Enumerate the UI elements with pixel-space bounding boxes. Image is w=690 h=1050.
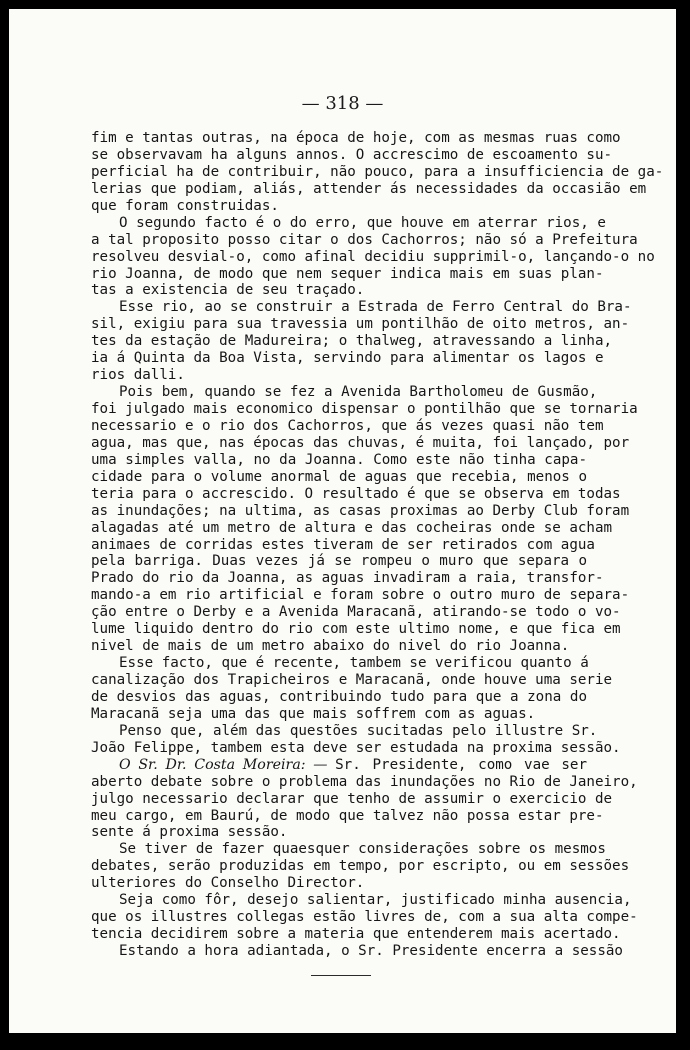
text-line	[91, 434, 630, 452]
text-line	[91, 621, 621, 638]
text-line	[91, 502, 630, 520]
text-line	[91, 536, 595, 554]
text-line	[91, 892, 632, 909]
text-line	[91, 739, 621, 757]
text-line	[91, 452, 587, 469]
line-text: Se tiver de fazer quaesquer considerações sobre os mesmos	[119, 841, 606, 858]
line-text: O segundo facto é o do erro, que houve em aterrar rios, e	[119, 214, 606, 231]
line-text: ia á Quinta da Boa Vista, servindo para alimentar os lagos e	[91, 350, 604, 367]
line-text: uma simples valla, no da Joanna. Como este não tinha capa-	[91, 451, 587, 468]
line-text: meu cargo, em Baurú, de modo que talvez não possa estar pre-	[91, 807, 604, 824]
text-line	[91, 858, 630, 875]
text-line	[91, 214, 606, 232]
text-line	[91, 790, 613, 808]
text-line	[91, 367, 587, 384]
text-line	[91, 841, 606, 858]
book-page	[9, 9, 676, 1033]
text-line	[91, 265, 604, 283]
text-line	[91, 706, 587, 723]
line-text: agua, mas que, nas épocas das chuvas, é muita, foi lançado, por	[91, 434, 630, 451]
line-text: animaes de corridas estes tiveram de ser retirados com agua	[91, 536, 595, 553]
text-line	[91, 350, 604, 367]
text-line	[91, 248, 655, 266]
text-line	[91, 875, 587, 892]
line-text: Esse rio, ao se construir a Estrada de Ferro Central do Bra-	[119, 299, 632, 316]
text-line	[91, 333, 613, 350]
text-line	[91, 282, 587, 299]
line-text: ulteriores do Conselho Director.	[91, 875, 365, 892]
text-line	[91, 316, 630, 333]
text-line	[91, 553, 587, 570]
line-text: teria para o accrescido. O resultado é que se observa em todas	[91, 485, 621, 502]
text-line	[91, 604, 621, 621]
text-line	[91, 773, 638, 791]
line-text: julgo necessario declarar que tenho de assumir o exercicio de	[91, 790, 613, 807]
text-line	[91, 757, 587, 774]
text-line	[91, 672, 613, 689]
text-line	[91, 198, 587, 215]
line-text: as inundações; na ultima, as casas proximas ao Derby Club foram	[91, 502, 630, 519]
text-line	[91, 638, 587, 655]
speaker-name: O Sr. Dr. Costa Moreira: —	[119, 756, 336, 773]
line-text: sente á proxima sessão.	[91, 824, 288, 841]
line-text: Estando a hora adiantada, o Sr. Presidente encerra a sessão	[119, 943, 623, 959]
text-line	[91, 722, 598, 740]
line-text: que foram construidas.	[91, 197, 279, 214]
text-line	[91, 163, 664, 181]
line-text: sil, exigiu para sua travessia um pontilhão de oito metros, an-	[91, 316, 630, 333]
line-text: lume liquido dentro do rio com este ultimo nome, e que fica em	[91, 621, 621, 638]
text-line	[91, 519, 613, 537]
text-line	[91, 926, 621, 943]
text-line	[91, 417, 604, 435]
line-text: nivel de mais de um metro abaixo do nivel do rio Joanna.	[91, 638, 570, 655]
line-text: lerias que podiam, aliás, attender ás necessidades da occasião em	[91, 180, 647, 197]
text-line	[91, 689, 587, 706]
text-line	[91, 231, 638, 249]
line-text: pela barriga. Duas vezes já se rompeu o muro que separa o	[91, 553, 587, 570]
line-text: tencia decidirem sobre a materia que entenderem mais acertado.	[91, 926, 621, 943]
text-line	[91, 943, 623, 960]
line-text: rio Joanna, de modo que nem sequer indica mais em suas plan-	[91, 265, 604, 282]
line-text: se observavam ha alguns annos. O accrescimo de escoamento su-	[91, 146, 613, 163]
line-text: que os illustres collegas estão livres de, com a sua alta compe-	[91, 909, 638, 926]
line-text: foi julgado mais economico dispensar o pontilhão que se tornaria	[91, 401, 638, 417]
line-text: Pois bem, quando se fez a Avenida Bartholomeu de Gusmão,	[119, 384, 598, 401]
line-text: perficial ha de contribuir, não pouco, para a insufficiencia de ga-	[91, 163, 664, 180]
page-number: — 318 —	[301, 93, 384, 114]
line-text: Seja como fôr, desejo salientar, justificado minha ausencia,	[119, 892, 632, 909]
text-line	[91, 130, 621, 147]
line-text: debates, serão produzidas em tempo, por escripto, ou em sessões	[91, 858, 630, 875]
text-line	[91, 299, 632, 316]
line-text: resolveu desvial-o, como afinal decidiu supprimil-o, lançando-o no	[91, 248, 655, 265]
text-line	[91, 180, 647, 198]
text-line	[91, 146, 613, 164]
text-line	[91, 384, 598, 401]
line-text: ção entre o Derby e a Avenida Maracanã, atirando-se todo o vo-	[91, 604, 621, 621]
body-text	[91, 130, 664, 960]
text-line	[91, 485, 621, 503]
line-text: tes da estação de Madureira; o thalweg, atravessando a linha,	[91, 333, 613, 350]
line-text: Esse facto, que é recente, tambem se verificou quanto á	[119, 655, 589, 672]
closing-rule	[311, 975, 371, 976]
text-line	[91, 587, 630, 604]
line-text: necessario e o rio dos Cachorros, que ás vezes quasi não tem	[91, 417, 604, 434]
line-text: Penso que, além das questões sucitadas pelo illustre Sr.	[119, 722, 598, 739]
line-text: cidade para o volume anormal de aguas que recebia, menos o	[91, 468, 587, 485]
text-line	[91, 909, 638, 926]
line-text: fim e tantas outras, na época de hoje, com as mesmas ruas como	[91, 130, 621, 146]
text-line	[91, 655, 587, 672]
line-text: canalização dos Trapicheiros e Maracanã, onde houve uma serie	[91, 672, 613, 688]
text-line	[91, 401, 638, 418]
text-line	[91, 570, 604, 587]
line-text: Maracanã seja uma das que mais soffrem com as aguas.	[91, 705, 536, 722]
line-text: Sr. Presidente, como vae ser	[335, 756, 588, 773]
line-text: de desvios das aguas, contribuindo tudo para que a zona do	[91, 688, 587, 705]
text-line	[91, 807, 604, 825]
line-text: Prado do rio da Joanna, as aguas invadiram a raia, transfor-	[91, 570, 604, 587]
text-line	[91, 469, 587, 486]
line-text: rios dalli.	[91, 367, 185, 384]
line-text: a tal proposito posso citar o dos Cachorros; não só a Prefeitura	[91, 231, 638, 248]
line-text: mando-a em rio artificial e foram sobre o outro muro de separa-	[91, 587, 630, 604]
text-line	[91, 824, 587, 841]
line-text: João Felippe, tambem esta deve ser estudada na proxima sessão.	[91, 739, 621, 756]
line-text: aberto debate sobre o problema das inundações no Rio de Janeiro,	[91, 773, 638, 790]
line-text: alagadas até um metro de altura e das cocheiras onde se acham	[91, 519, 613, 536]
line-text: tas a existencia de seu traçado.	[91, 282, 365, 299]
